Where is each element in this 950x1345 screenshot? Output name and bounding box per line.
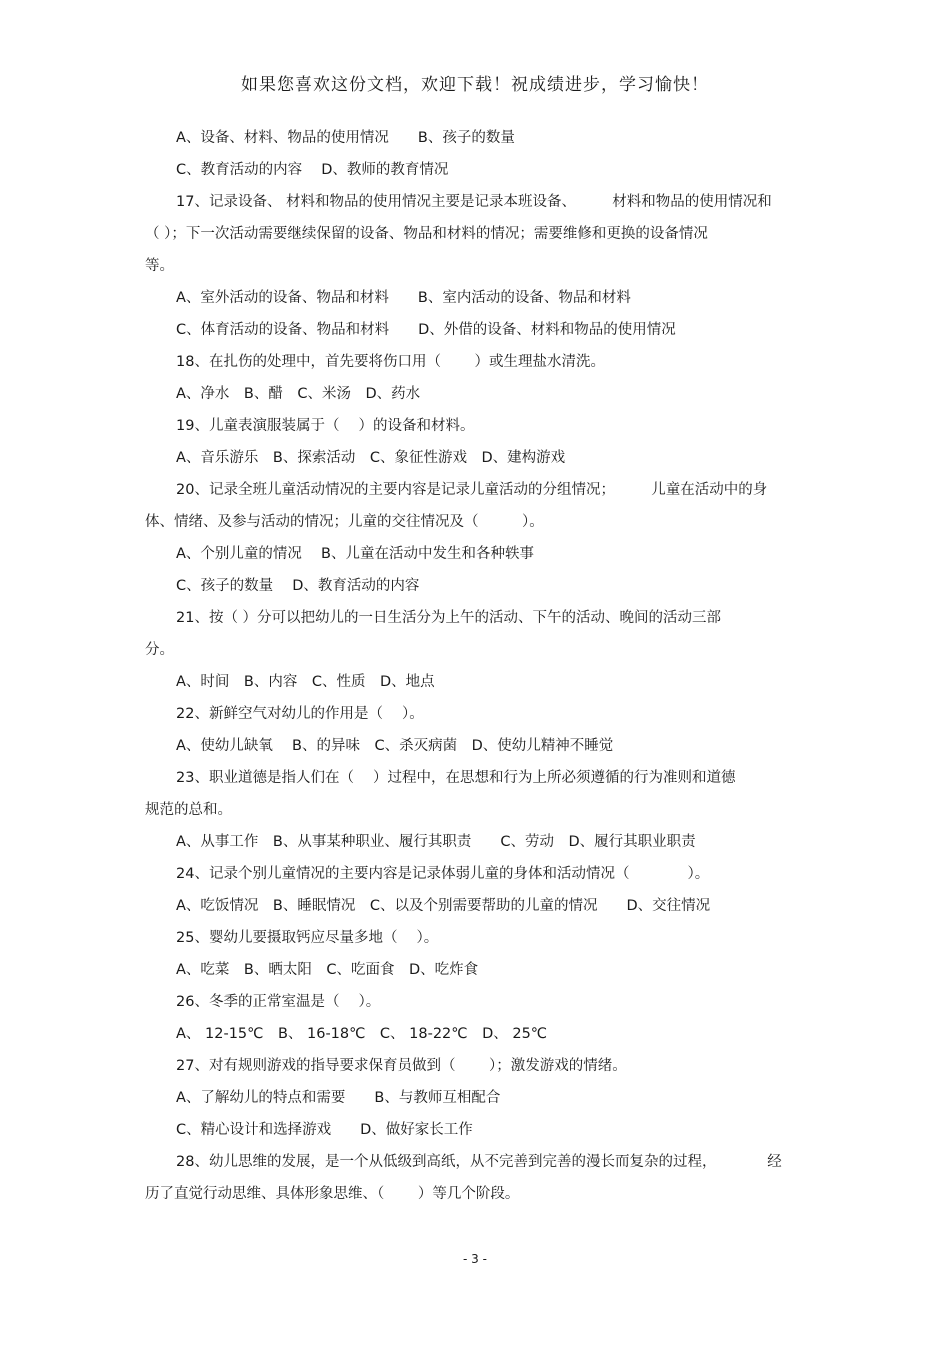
- question-17-line-1: 17、记录设备、 材料和物品的使用情况主要是记录本班设备、 材料和物品的使用情况和: [176, 194, 772, 210]
- option-line-16-cd: C、教育活动的内容 D、教师的教育情况: [176, 162, 449, 178]
- question-19: 19、儿童表演服装属于（ ）的设备和材料。: [176, 418, 475, 434]
- option-line-16-ab: A、设备、材料、物品的使用情况 B、孩子的数量: [176, 130, 515, 146]
- option-line-18: A、净水 B、醋 C、米汤 D、药水: [176, 386, 421, 402]
- page-number: - 3 -: [463, 1252, 487, 1266]
- option-line-22: A、使幼儿缺氧 B、的异味 C、杀灭病菌 D、使幼儿精神不睡觉: [176, 738, 614, 754]
- question-23-line-1: 23、职业道德是指人们在（ ）过程中，在思想和行为上所必须遵循的行为准则和道德: [176, 770, 736, 786]
- option-line-25: A、吃菜 B、晒太阳 C、吃面食 D、吃炸食: [176, 962, 479, 978]
- question-17-line-3: 等。: [145, 258, 174, 274]
- question-18: 18、在扎伤的处理中，首先要将伤口用（ ）或生理盐水清洗。: [176, 354, 606, 370]
- question-23-line-2: 规范的总和。: [145, 802, 232, 818]
- option-line-23: A、从事工作 B、从事某种职业、履行其职责 C、劳动 D、履行其职业职责: [176, 834, 696, 850]
- option-line-20-cd: C、孩子的数量 D、教育活动的内容: [176, 578, 420, 594]
- page-header-banner: 如果您喜欢这份文档，欢迎下载！祝成绩进步，学习愉快！: [241, 75, 709, 95]
- question-21-line-2: 分。: [145, 642, 174, 658]
- option-line-24: A、吃饭情况 B、睡眠情况 C、以及个别需要帮助的儿童的情况 D、交往情况: [176, 898, 711, 914]
- question-21-line-1: 21、按（ ）分可以把幼儿的一日生活分为上午的活动、下午的活动、晚间的活动三部: [176, 610, 722, 626]
- question-22: 22、新鲜空气对幼儿的作用是（ ）。: [176, 706, 424, 722]
- option-line-19: A、音乐游乐 B、探索活动 C、象征性游戏 D、建构游戏: [176, 450, 566, 466]
- question-24: 24、记录个别儿童情况的主要内容是记录体弱儿童的身体和活动情况（ ）。: [176, 866, 710, 882]
- option-line-20-ab: A、个别儿童的情况 B、儿童在活动中发生和各种轶事: [176, 546, 534, 562]
- question-20-line-1: 20、记录全班儿童活动情况的主要内容是记录儿童活动的分组情况； 儿童在活动中的身: [176, 482, 768, 498]
- question-20-line-2: 体、情绪、及参与活动的情况；儿童的交往情况及（ ）。: [145, 514, 544, 530]
- question-26: 26、冬季的正常室温是（ ）。: [176, 994, 381, 1010]
- option-line-17-ab: A、室外活动的设备、物品和材料 B、室内活动的设备、物品和材料: [176, 290, 631, 306]
- option-line-26: A、 12-15℃ B、 16-18℃ C、 18-22℃ D、 25℃: [176, 1026, 548, 1042]
- option-line-17-cd: C、体育活动的设备、物品和材料 D、外借的设备、材料和物品的使用情况: [176, 322, 676, 338]
- question-25: 25、婴幼儿要摄取钙应尽量多地（ ）。: [176, 930, 439, 946]
- question-28-line-2: 历了直觉行动思维、具体形象思维、（ ）等几个阶段。: [145, 1186, 520, 1202]
- question-27: 27、对有规则游戏的指导要求保育员做到（ ）；激发游戏的情绪。: [176, 1058, 627, 1074]
- question-28-line-1: 28、幼儿思维的发展，是一个从低级到高纸，从不完善到完善的漫长而复杂的过程， 经: [176, 1154, 782, 1170]
- question-17-line-2: （ ）；下一次活动需要继续保留的设备、物品和材料的情况；需要维修和更换的设备情况: [145, 226, 708, 242]
- option-line-21: A、时间 B、内容 C、性质 D、地点: [176, 674, 435, 690]
- option-line-27-ab: A、了解幼儿的特点和需要 B、与教师互相配合: [176, 1090, 501, 1106]
- option-line-27-cd: C、精心设计和选择游戏 D、做好家长工作: [176, 1122, 473, 1138]
